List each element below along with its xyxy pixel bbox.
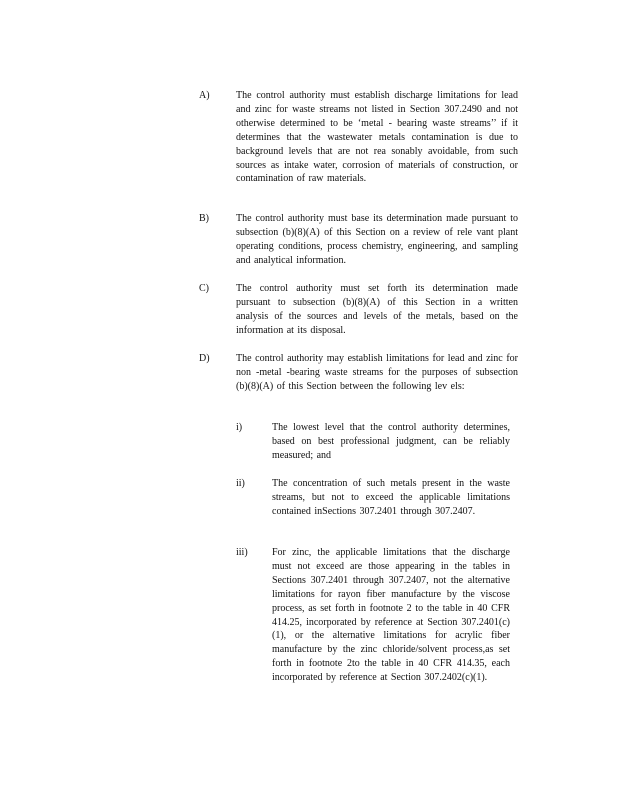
subparagraph-marker: i)	[236, 422, 243, 433]
paragraph-marker: B)	[199, 213, 209, 224]
paragraph-marker: D)	[199, 353, 210, 364]
paragraph-marker: A)	[199, 90, 210, 101]
paragraph-text: The control authority must base its determination made pursuant to subsection (b)(8)(A) of this Section on a review of rele vant plant operating conditions, process chemistry, engineering, and sampling and analytical information.	[236, 213, 518, 266]
subparagraph-marker: iii)	[236, 547, 248, 558]
paragraph-text: The control authority must set forth its determination made pursuant to subsection (b)(8)(A) of this Section in a written analysis of the sources and levels of the metals, based on the information at its disposal.	[236, 283, 518, 336]
subparagraph-text: For zinc, the applicable limitations that the discharge must not exceed are those appearing in the tables in Sections 307.2401 through 307.2407, not the alternative limitations for rayon fiber manufacture by the viscose process, as set forth in footnote 2 to the table in 40 CFR 414.25, incorporated by reference at Section 307.2401(c)(1), or the alternative limitations for acrylic fiber manufacture by the zinc chloride/solvent process,as set forth in footnote 2to the table in 40 CFR 414.35, each incorporated by reference at Section 307.2402(c)(1).	[272, 547, 510, 684]
subparagraph-marker: ii)	[236, 478, 245, 489]
subparagraph-text: The concentration of such metals present in the waste streams, but not to exceed the applicable limitations contained inSections 307.2401 through 307.2407.	[272, 478, 510, 517]
paragraph-text: The control authority must establish discharge limitations for lead and zinc for waste streams not listed in Section 307.2490 and not otherwise determined to be ‘metal - bearing waste streams’’ if it determines that the wastewater metals contamination is due to background levels that are not rea sonably avoidable, from such sources as intake water, corrosion of materials of construction, or contamination of raw materials.	[236, 90, 518, 185]
paragraph-text: The control authority may establish limitations for lead and zinc for non -metal -bearing waste streams for the purposes of subsection (b)(8)(A) of this Section between the following lev els:	[236, 353, 518, 392]
paragraph-marker: C)	[199, 283, 209, 294]
subparagraph-text: The lowest level that the control authority determines, based on best professional judgment, can be reliably measured; and	[272, 422, 510, 461]
